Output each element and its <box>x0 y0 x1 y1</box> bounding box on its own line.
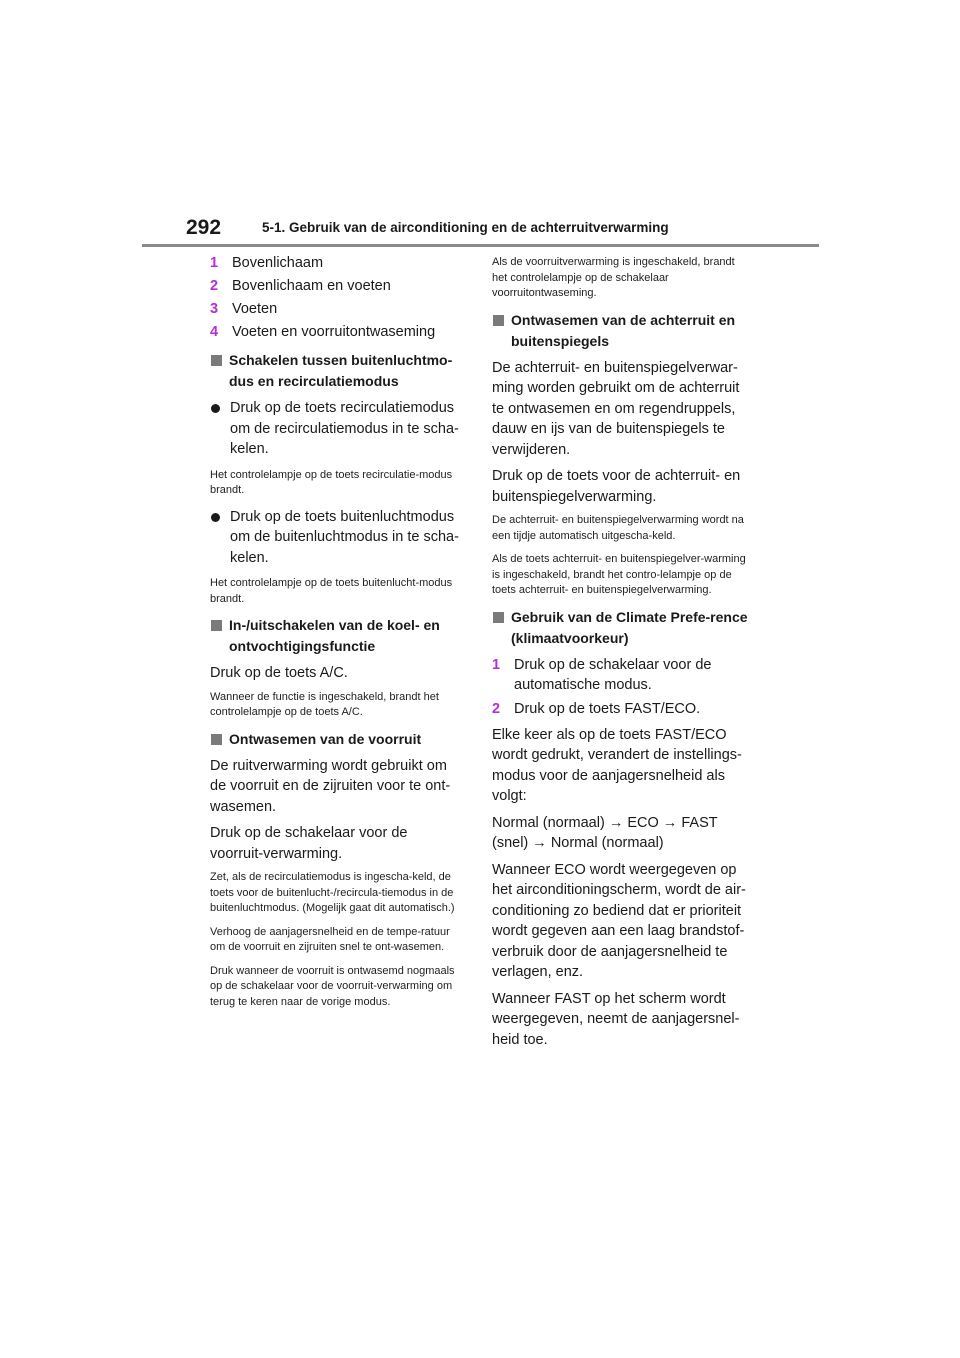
note-recirculation: Het controlelampje op de toets recirculatie-modus brandt. <box>210 468 453 496</box>
note-front-3: Druk wanneer de voorruit is ontwasemd nogmaals op de schakelaar voor de voorruit-verwarming om terug te keren naar de vorige modus. <box>210 964 455 1008</box>
item-label: Voeten en voorruitontwaseming <box>232 324 436 340</box>
body-climate-2: Normal (normaal) → ECO → FAST (snel) → Normal (normaal) <box>492 814 718 851</box>
heading-text: Ontwasemen van de voorruit <box>229 730 422 747</box>
heading-rear-defog <box>492 310 752 352</box>
airflow-item-2 <box>210 276 464 296</box>
item-number: 2 <box>210 278 219 294</box>
page-number: 292 <box>186 216 222 239</box>
square-bullet-icon <box>493 315 504 326</box>
airflow-item-3 <box>210 299 464 319</box>
note-front-2: Verhoog de aanjagersnelheid en de tempe-ratuur om de voorruit en zijruiten snel te ont-wasemen. <box>210 925 450 953</box>
bullet-recirculation <box>210 398 464 460</box>
note-front-indicator: Als de voorruitverwarming is ingeschakeld, brandt het controlelampje op de schakelaar voorruitontwaseming. <box>492 256 735 299</box>
heading-ac <box>210 615 464 657</box>
item-label: Voeten <box>232 301 278 317</box>
heading-text: Schakelen tussen buitenluchtmo-dus en recirculatiemodus <box>229 352 453 389</box>
step-label: Druk op de toets FAST/ECO. <box>514 700 701 717</box>
bullet-text: Druk op de toets buitenluchtmodus om de buitenluchtmodus in te scha-kelen. <box>230 508 459 566</box>
bullet-text: Druk op de toets recirculatiemodus om de recirculatiemodus in te scha-kelen. <box>230 400 459 457</box>
item-label: Bovenlichaam en voeten <box>232 278 391 294</box>
body-front-2: Druk op de schakelaar voor de voorruit-verwarming. <box>210 825 408 862</box>
header-divider <box>142 244 819 247</box>
heading-front-defog <box>210 729 464 750</box>
body-climate-3: Wanneer ECO wordt weergegeven op het airconditioningscherm, wordt de air-conditioning zo bediend dat er prioriteit wordt gegeven aan een laag brandstof-verbruik door de aanjagersnelheid te verlagen, enz. <box>492 861 746 980</box>
body-ac: Druk op de toets A/C. <box>210 665 348 681</box>
heading-recirculation <box>210 350 464 392</box>
heading-climate-preference <box>492 607 752 649</box>
step-number: 2 <box>492 700 501 717</box>
climate-step-2 <box>492 699 752 719</box>
airflow-item-1 <box>210 253 464 273</box>
section-title: 5-1. Gebruik van de airconditioning en de achterruitverwarming <box>262 220 669 235</box>
note-rear-2: Als de toets achterruit- en buitenspiegelver-warming is ingeschakeld, brandt het contro-lelampje op de toets achterruit- en buitenspiegelverwarming. <box>492 553 746 596</box>
square-bullet-icon <box>211 355 222 366</box>
square-bullet-icon <box>211 620 222 631</box>
body-rear-2: Druk op de toets voor de achterruit- en buitenspiegelverwarming. <box>492 468 741 505</box>
item-number: 4 <box>210 324 219 340</box>
bullet-outside-air <box>210 507 464 569</box>
note-rear-1: De achterruit- en buitenspiegelverwarming wordt na een tijdje automatisch uitgescha-keld. <box>492 514 744 542</box>
round-bullet-icon <box>211 513 220 522</box>
heading-text: Gebruik van de Climate Prefe-rence (klimaatvoorkeur) <box>511 608 748 646</box>
heading-text: In-/uitschakelen van de koel- en ontvochtigingsfunctie <box>229 617 440 654</box>
square-bullet-icon <box>493 612 504 623</box>
body-climate-4: Wanneer FAST op het scherm wordt weergegeven, neemt de aanjagersnel-heid toe. <box>492 990 740 1048</box>
item-number: 1 <box>210 255 219 271</box>
step-label: Druk op de schakelaar voor de automatische modus. <box>514 656 712 693</box>
note-outside-air: Het controlelampje op de toets buitenlucht-modus brandt. <box>210 577 453 605</box>
body-climate-1: Elke keer als op de toets FAST/ECO wordt gedrukt, verandert de instellings-modus voor de aanjagersnelheid als volgt: <box>492 726 742 804</box>
right-column <box>492 253 752 1056</box>
step-number: 1 <box>492 656 501 673</box>
round-bullet-icon <box>211 404 220 413</box>
note-ac: Wanneer de functie is ingeschakeld, brandt het controlelampje op de toets A/C. <box>210 690 439 718</box>
item-number: 3 <box>210 301 219 317</box>
item-label: Bovenlichaam <box>232 255 324 271</box>
body-front-1: De ruitverwarming wordt gebruikt om de voorruit en de zijruiten voor te ont-wasemen. <box>210 757 451 815</box>
note-front-1: Zet, als de recirculatiemodus is ingescha-keld, de toets voor de buitenlucht-/recircula-tiemodus in de buitenluchtmodus. (Mogelijk gaat dit automatisch.) <box>210 871 455 914</box>
square-bullet-icon <box>211 734 222 745</box>
left-column <box>210 253 464 1018</box>
body-rear-1: De achterruit- en buitenspiegelverwar-ming worden gebruikt om de achterruit te ontwasemen en om regendruppels, dauw en ijs van de buitenspiegels te verwijderen. <box>492 359 740 458</box>
heading-text: Ontwasemen van de achterruit en buitenspiegels <box>511 311 736 349</box>
airflow-item-4 <box>210 322 464 342</box>
climate-step-1 <box>492 655 752 695</box>
